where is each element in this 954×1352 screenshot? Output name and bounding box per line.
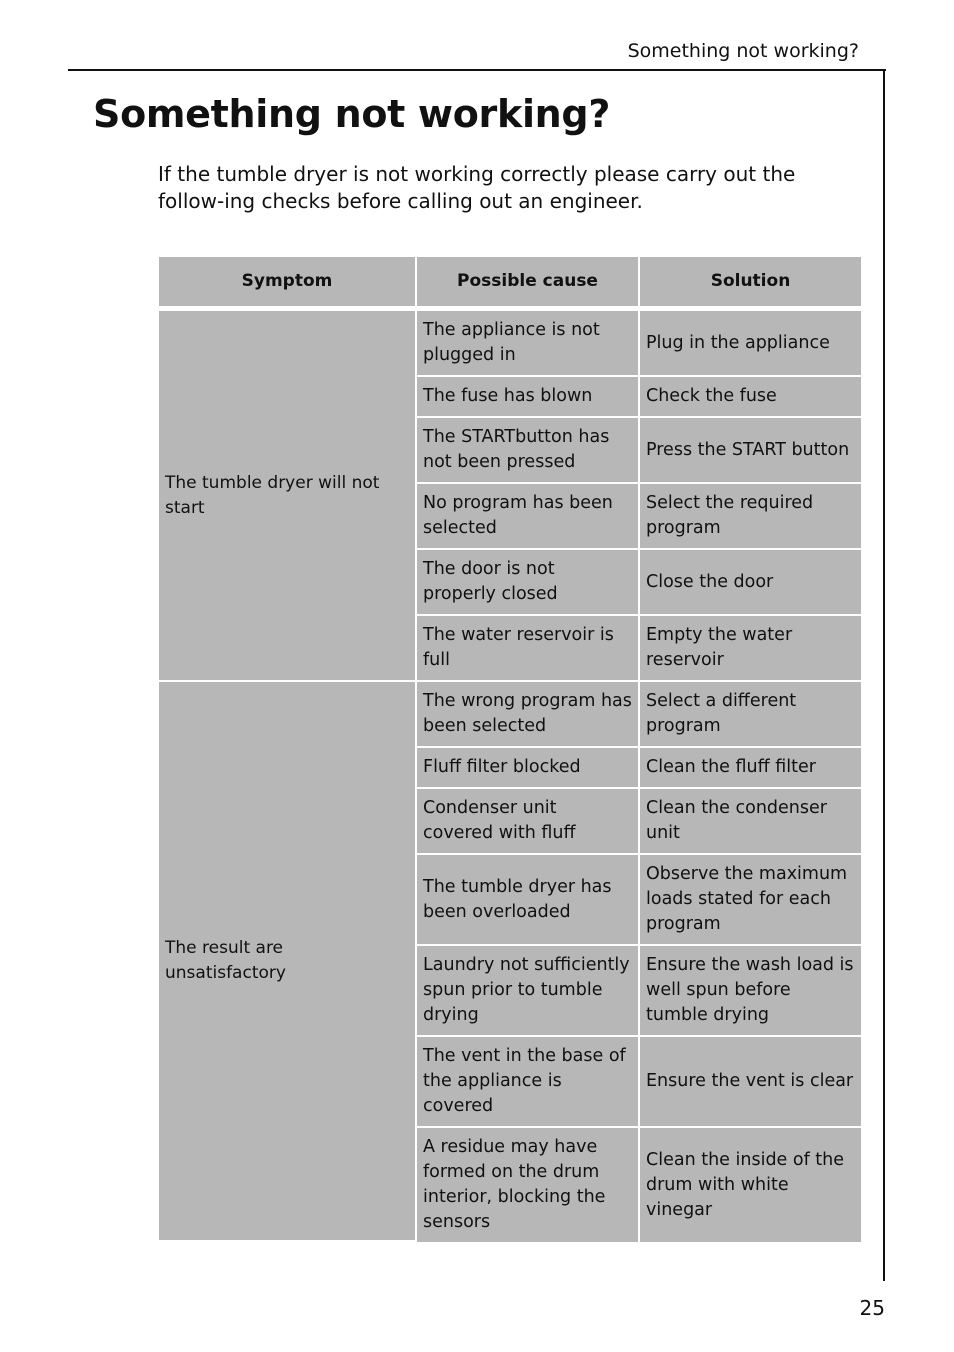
solution-cell: Ensure the wash load is well spun before tumble drying	[640, 946, 861, 1037]
column-header-cause: Possible cause	[417, 257, 638, 311]
troubleshooting-table	[157, 257, 863, 1242]
table-row	[159, 311, 861, 377]
solution-cell: Clean the fluff filter	[640, 748, 861, 789]
intro-paragraph: If the tumble dryer is not working correctly please carry out the follow-ing checks before calling out an engineer.	[158, 162, 796, 213]
symptom-cell: The result are unsatisfactory	[159, 682, 415, 1242]
cause-cell: The tumble dryer has been overloaded	[417, 855, 638, 946]
table-row	[159, 682, 861, 748]
cause-cell: The door is not properly closed	[417, 550, 638, 616]
cause-cell: The fuse has blown	[417, 377, 638, 418]
solution-cell: Clean the inside of the drum with white vinegar	[640, 1128, 861, 1242]
solution-cell: Check the fuse	[640, 377, 861, 418]
cause-cell: The appliance is not plugged in	[417, 311, 638, 377]
solution-cell: Empty the water reservoir	[640, 616, 861, 682]
solution-cell: Select a different program	[640, 682, 861, 748]
cause-cell: Condenser unit covered with fluff	[417, 789, 638, 855]
cause-cell: The wrong program has been selected	[417, 682, 638, 748]
solution-cell: Plug in the appliance	[640, 311, 861, 377]
solution-cell: Clean the condenser unit	[640, 789, 861, 855]
solution-cell: Ensure the vent is clear	[640, 1037, 861, 1128]
cause-cell: Fluff filter blocked	[417, 748, 638, 789]
symptom-cell: The tumble dryer will not start	[159, 311, 415, 682]
cause-cell: No program has been selected	[417, 484, 638, 550]
solution-cell: Press the START button	[640, 418, 861, 484]
cause-cell: The vent in the base of the appliance is covered	[417, 1037, 638, 1128]
cause-cell: Laundry not sufficiently spun prior to tumble drying	[417, 946, 638, 1037]
column-header-solution: Solution	[640, 257, 861, 311]
column-header-symptom: Symptom	[159, 257, 415, 311]
solution-cell: Close the door	[640, 550, 861, 616]
page-number: 25	[859, 1296, 885, 1320]
cause-cell: The water reservoir is full	[417, 616, 638, 682]
header-rule	[68, 69, 886, 71]
page-title: Something not working?	[93, 92, 611, 136]
running-header: Something not working?	[627, 40, 859, 62]
cause-cell: The STARTbutton has not been pressed	[417, 418, 638, 484]
table-header-row	[159, 257, 861, 311]
solution-cell: Select the required program	[640, 484, 861, 550]
cause-cell: A residue may have formed on the drum interior, blocking the sensors	[417, 1128, 638, 1242]
side-rule	[883, 69, 885, 1281]
solution-cell: Observe the maximum loads stated for each program	[640, 855, 861, 946]
